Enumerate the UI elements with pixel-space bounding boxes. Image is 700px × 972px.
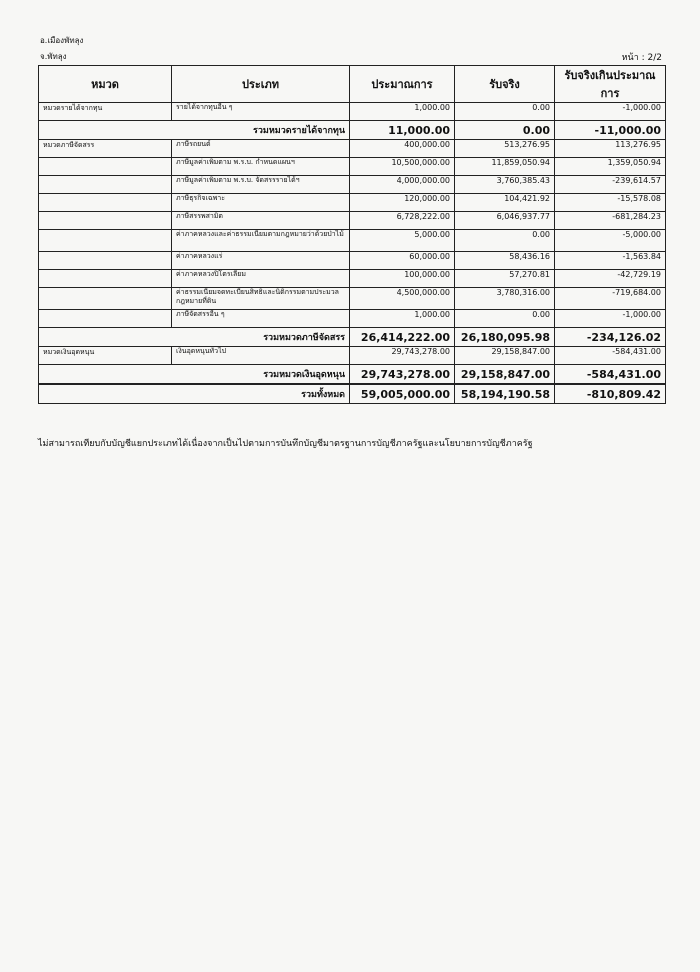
estimate-cell: 1,000.00 <box>350 310 455 328</box>
estimate-cell: 6,728,222.00 <box>350 212 455 230</box>
difference-cell: 1,359,050.94 <box>555 158 666 176</box>
district-label: อ.เมืองพัทลุง <box>40 36 84 45</box>
category-cell: หมวดเงินอุดหนุน <box>39 347 172 365</box>
grand-total-actual: 58,194,190.58 <box>455 384 555 404</box>
table-row <box>39 158 666 176</box>
difference-cell: -681,284.23 <box>555 212 666 230</box>
table-row <box>39 252 666 270</box>
table-row <box>39 270 666 288</box>
category-cell <box>39 194 172 212</box>
column-header-category: หมวด <box>39 66 172 103</box>
actual-cell: 29,158,847.00 <box>455 347 555 365</box>
type-cell: ภาษีรถยนต์ <box>172 140 350 158</box>
estimate-cell: 1,000.00 <box>350 103 455 121</box>
difference-cell: -42,729.19 <box>555 270 666 288</box>
category-cell <box>39 252 172 270</box>
type-cell: ภาษีธุรกิจเฉพาะ <box>172 194 350 212</box>
category-cell <box>39 288 172 310</box>
subtotal-difference: -234,126.02 <box>555 328 666 347</box>
type-cell: ค่าธรรมเนียมจดทะเบียนสิทธิและนิติกรรมตามประมวลกฎหมายที่ดิน <box>172 288 350 310</box>
table-header-row <box>39 66 666 103</box>
grand-total-difference: -810,809.42 <box>555 384 666 404</box>
category-cell <box>39 158 172 176</box>
type-cell: ภาษีสรรพสามิต <box>172 212 350 230</box>
estimate-cell: 5,000.00 <box>350 230 455 252</box>
subtotal-actual: 26,180,095.98 <box>455 328 555 347</box>
estimate-cell: 100,000.00 <box>350 270 455 288</box>
type-cell: เงินอุดหนุนทั่วไป <box>172 347 350 365</box>
table-row <box>39 347 666 365</box>
footnote: ไม่สามารถเทียบกับบัญชีแยกประเภทได้เนื่องจากเป็นไปตามการบันทึกบัญชีมาตรฐานการบัญชีภาครัฐและนโยบายการบัญชีภาครัฐ <box>38 439 533 449</box>
subtotal-actual: 29,158,847.00 <box>455 365 555 385</box>
subtotal-row <box>39 365 666 385</box>
estimate-cell: 60,000.00 <box>350 252 455 270</box>
estimate-cell: 400,000.00 <box>350 140 455 158</box>
actual-cell: 6,046,937.77 <box>455 212 555 230</box>
grand-total-estimate: 59,005,000.00 <box>350 384 455 404</box>
actual-cell: 57,270.81 <box>455 270 555 288</box>
category-cell <box>39 270 172 288</box>
type-cell: ภาษีจัดสรรอื่น ๆ <box>172 310 350 328</box>
type-cell: ค่าภาคหลวงและค่าธรรมเนียมตามกฎหมายว่าด้วยป่าไม้ <box>172 230 350 252</box>
subtotal-label: รวมหมวดเงินอุดหนุน <box>39 365 350 385</box>
estimate-cell: 4,500,000.00 <box>350 288 455 310</box>
type-cell: ค่าภาคหลวงปิโตรเลียม <box>172 270 350 288</box>
actual-cell: 0.00 <box>455 310 555 328</box>
subtotal-estimate: 11,000.00 <box>350 121 455 140</box>
difference-cell: -5,000.00 <box>555 230 666 252</box>
table-row <box>39 310 666 328</box>
estimate-cell: 10,500,000.00 <box>350 158 455 176</box>
table-row <box>39 212 666 230</box>
estimate-cell: 120,000.00 <box>350 194 455 212</box>
type-cell: ภาษีมูลค่าเพิ่มตาม พ.ร.บ. กำหนดแผนฯ <box>172 158 350 176</box>
column-header-type: ประเภท <box>172 66 350 103</box>
type-cell: ภาษีมูลค่าเพิ่มตาม พ.ร.บ. จัดสรรรายได้ฯ <box>172 176 350 194</box>
actual-cell: 11,859,050.94 <box>455 158 555 176</box>
difference-cell: -584,431.00 <box>555 347 666 365</box>
table-row <box>39 140 666 158</box>
category-cell <box>39 230 172 252</box>
category-cell: หมวดภาษีจัดสรร <box>39 140 172 158</box>
actual-cell: 58,436.16 <box>455 252 555 270</box>
subtotal-estimate: 26,414,222.00 <box>350 328 455 347</box>
category-cell <box>39 310 172 328</box>
subtotal-actual: 0.00 <box>455 121 555 140</box>
actual-cell: 0.00 <box>455 103 555 121</box>
table-row <box>39 103 666 121</box>
table-row <box>39 288 666 310</box>
actual-cell: 104,421.92 <box>455 194 555 212</box>
revenue-table <box>38 65 666 404</box>
subtotal-difference: -584,431.00 <box>555 365 666 385</box>
difference-cell: -15,578.08 <box>555 194 666 212</box>
table-row <box>39 230 666 252</box>
category-cell <box>39 176 172 194</box>
estimate-cell: 29,743,278.00 <box>350 347 455 365</box>
table-row <box>39 194 666 212</box>
actual-cell: 0.00 <box>455 230 555 252</box>
difference-cell: -1,000.00 <box>555 310 666 328</box>
subtotal-label: รวมหมวดรายได้จากทุน <box>39 121 350 140</box>
grand-total-row <box>39 384 666 404</box>
subtotal-difference: -11,000.00 <box>555 121 666 140</box>
category-cell <box>39 212 172 230</box>
actual-cell: 513,276.95 <box>455 140 555 158</box>
table-row <box>39 176 666 194</box>
difference-cell: -1,563.84 <box>555 252 666 270</box>
grand-total-label: รวมทั้งหมด <box>39 384 350 404</box>
page-number: หน้า : 2/2 <box>621 53 662 63</box>
difference-cell: -239,614.57 <box>555 176 666 194</box>
subtotal-estimate: 29,743,278.00 <box>350 365 455 385</box>
type-cell: ค่าภาคหลวงแร่ <box>172 252 350 270</box>
estimate-cell: 4,000,000.00 <box>350 176 455 194</box>
difference-cell: -1,000.00 <box>555 103 666 121</box>
column-header-estimate: ประมาณการ <box>350 66 455 103</box>
subtotal-row <box>39 328 666 347</box>
subtotal-row <box>39 121 666 140</box>
difference-cell: 113,276.95 <box>555 140 666 158</box>
actual-cell: 3,780,316.00 <box>455 288 555 310</box>
difference-cell: -719,684.00 <box>555 288 666 310</box>
province-label: จ.พัทลุง <box>40 52 67 61</box>
column-header-actual: รับจริง <box>455 66 555 103</box>
subtotal-label: รวมหมวดภาษีจัดสรร <box>39 328 350 347</box>
column-header-difference: รับจริงเกินประมาณการ <box>555 66 666 103</box>
category-cell: หมวดรายได้จากทุน <box>39 103 172 121</box>
actual-cell: 3,760,385.43 <box>455 176 555 194</box>
type-cell: รายได้จากทุนอื่น ๆ <box>172 103 350 121</box>
table-body <box>39 103 666 404</box>
